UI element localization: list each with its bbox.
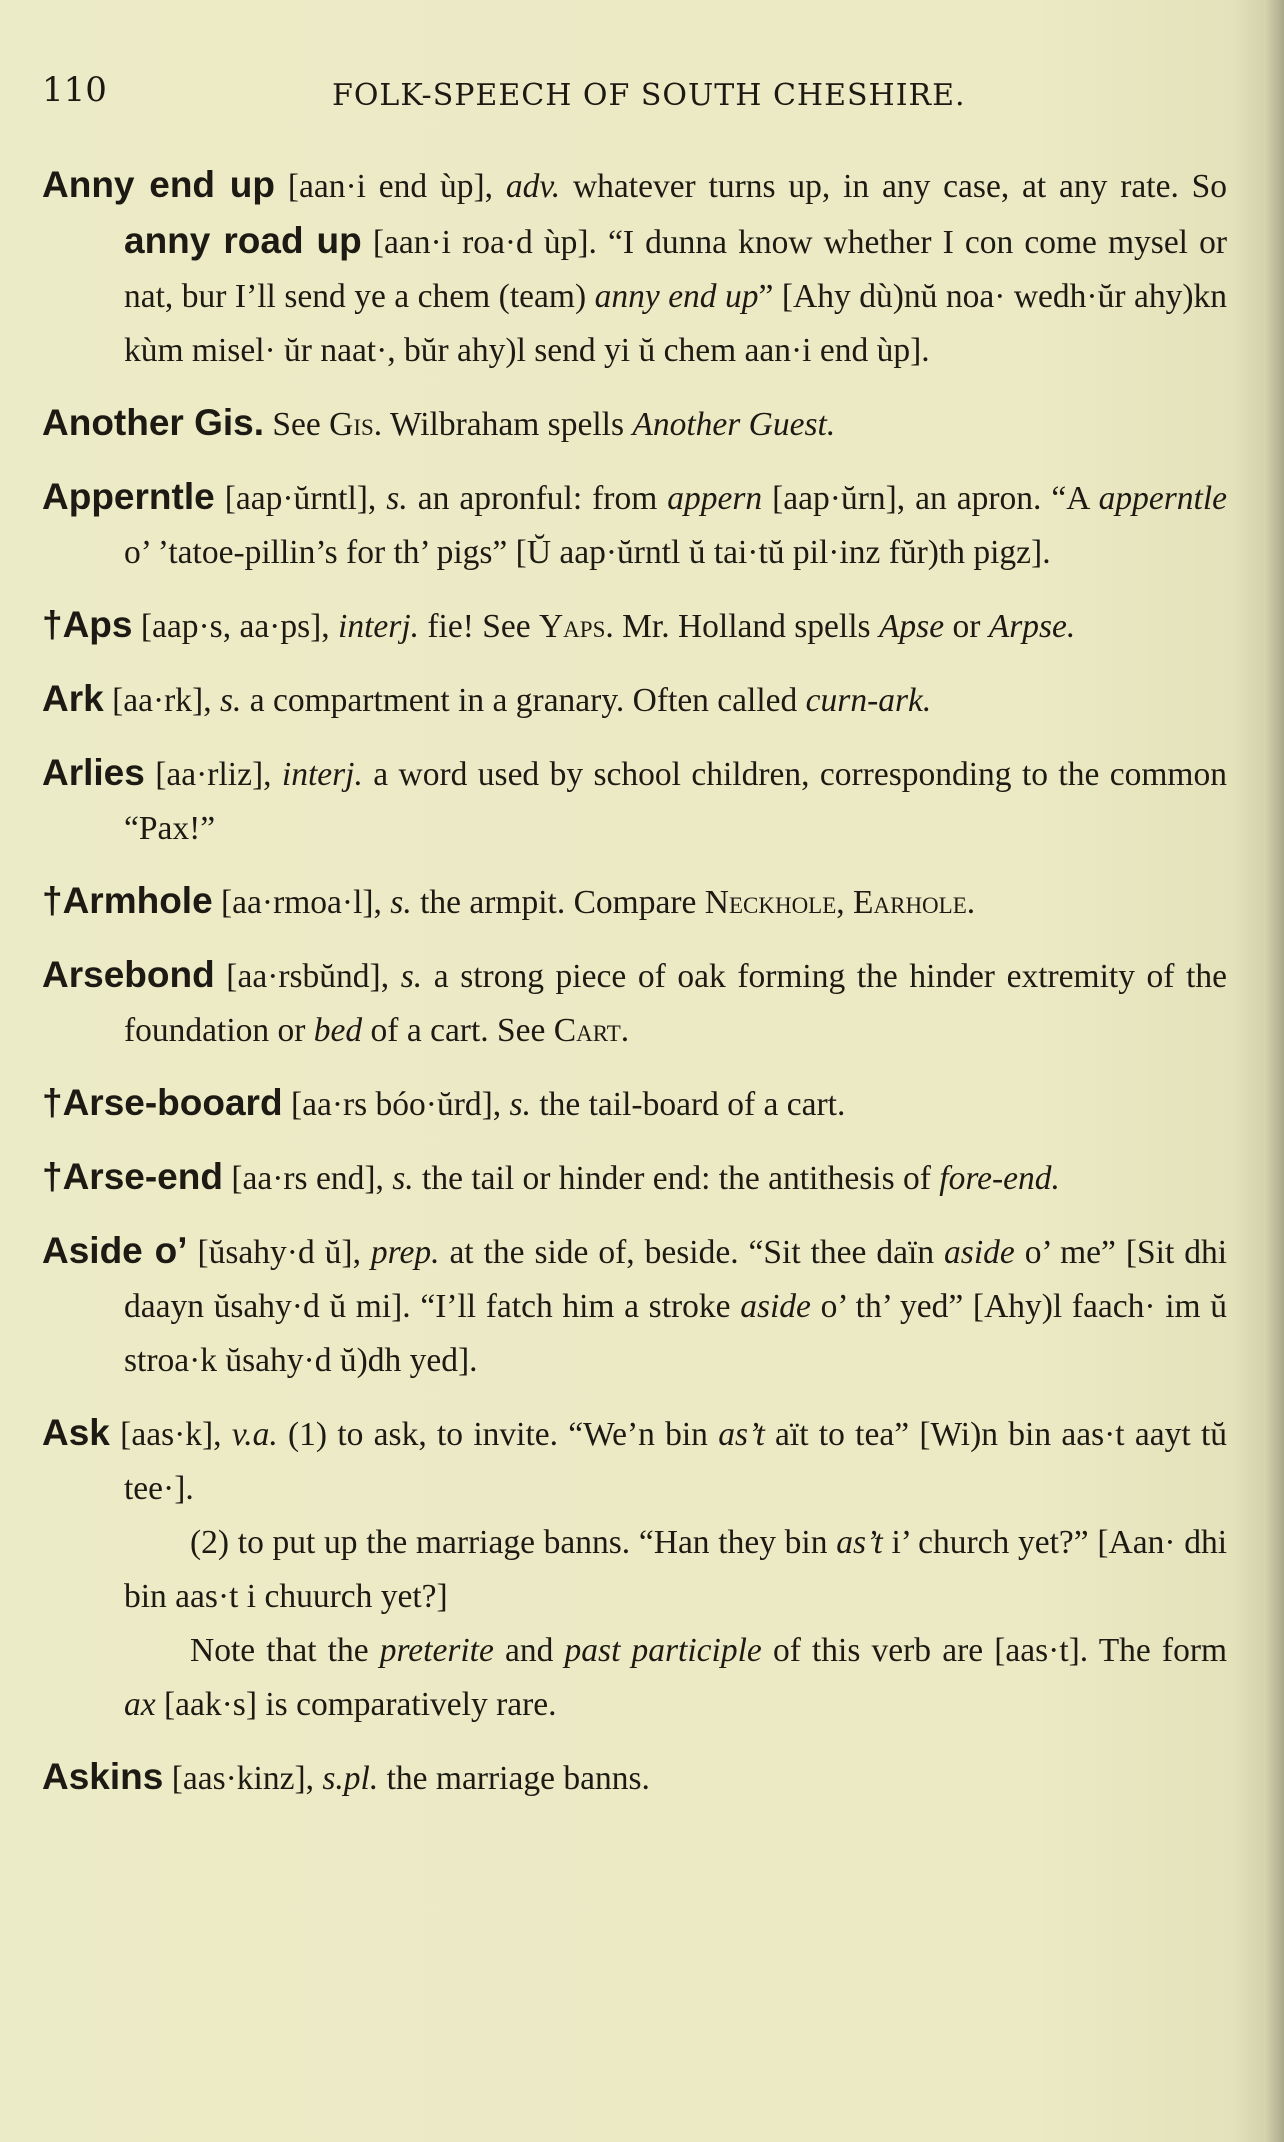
entry-anny-end-up: Anny end up [aan·i end ùp], adv. whatever turns up, in any case, at any rate. So anny road up [aan·i roa·d ùp]. “I dunna know whether I con come mysel or nat, bur I’ll send ye a chem (team) anny end up” [Ahy dù)nŭ noa· wedh·ŭr ahy)kn kùm misel· ŭr naat·, bŭr ahy)l send yi ŭ chem aan·i end ùp]. xyxy=(42,164,1228,369)
part-of-speech: v.a. xyxy=(231,1416,278,1453)
entry-another-gis: Another Gis. See Gis. Wilbraham spells Another Guest. xyxy=(42,402,836,443)
entry-aside-o: Aside o’ [ŭsahy·d ŭ], prep. at the side of, beside. “Sit thee daïn aside o’ me” [Sit dhi daayn ŭsahy·d ŭ mi]. “I’ll fatch him a stroke aside o’ th’ yed” [Ahy)l faach· im ŭ stroa·k ŭsahy·d ŭ)dh yed]. xyxy=(42,1230,1228,1379)
entry-ask: Ask [aas·k], v.a. (1) to ask, to invite. “We’n bin as’t aït to tea” [Wi)n bin aas·t aayt tŭ tee·]. (2) to put up the marriage banns. “Han they bin as’t i’ church yet?” [Aan· dhi bin aas·t i chuurch yet?] Note that the preterite and past participle of this verb are [aas·t]. The form ax [aak·s] is comparatively rare. xyxy=(42,1406,1227,1732)
part-of-speech: s. xyxy=(509,1086,531,1123)
entry-apperntle: Apperntle [aap·ŭrntl], s. an apronful: from appern [aap·ŭrn], an apron. “A apperntle o’ ’tatoe-pillin’s for th’ pigs” [Ŭ aap·ŭrntl ŭ tai·tŭ pil·inz fŭr)th pigz]. xyxy=(42,476,1228,571)
headword: Ask xyxy=(42,1412,110,1453)
part-of-speech: s. xyxy=(392,1160,414,1197)
cross-reference: Neckhole, Earhole. xyxy=(704,884,976,921)
headword: †Arse-booard xyxy=(42,1082,283,1123)
headword: †Arse-end xyxy=(42,1156,223,1197)
entry-arse-end: †Arse-end [aa·rs end], s. the tail or hinder end: the antithesis of fore-end. xyxy=(42,1156,1060,1197)
usage-note: Note that the preterite and past participle of this verb are [aas·t]. The form ax [aak·s] is comparatively rare. xyxy=(124,1632,1228,1723)
headword: Anny end up xyxy=(42,164,275,205)
part-of-speech: s. xyxy=(400,958,423,995)
part-of-speech: interj. xyxy=(281,756,363,793)
entry-aps: †Aps [aap·s, aa·ps], interj. fie! See Yaps. Mr. Holland spells Apse or Arpse. xyxy=(42,604,1076,645)
headword: Askins xyxy=(42,1756,164,1797)
part-of-speech: s. xyxy=(390,884,412,921)
page-edge xyxy=(1264,0,1284,2142)
entry-arlies: Arlies [aa·rliz], interj. a word used by school children, corresponding to the common “Pax!” xyxy=(42,752,1227,847)
headword: Apperntle xyxy=(42,476,215,517)
headword: Arsebond xyxy=(42,954,215,995)
entry-askins: Askins [aas·kinz], s.pl. the marriage banns. xyxy=(42,1756,650,1797)
cross-reference: Cart. xyxy=(553,1012,630,1049)
part-of-speech: s. xyxy=(219,682,242,719)
headword: †Armhole xyxy=(42,880,213,921)
page-header xyxy=(42,70,1222,120)
headword: †Aps xyxy=(42,604,133,645)
part-of-speech: adv. xyxy=(505,168,561,205)
cross-reference: Gis. xyxy=(329,406,383,443)
entry-ark: Ark [aa·rk], s. a compartment in a granary. Often called curn-ark. xyxy=(42,678,932,719)
running-head: FOLK-SPEECH OF SOUTH CHESHIRE. xyxy=(332,78,966,113)
headword-variant: anny road up xyxy=(124,220,362,261)
headword: Arlies xyxy=(42,752,145,793)
part-of-speech: s. xyxy=(386,480,408,517)
sense-2: (2) to put up the marriage banns. “Han they bin as’t i’ church yet?” [Aan· dhi bin aas·t i chuurch yet?] xyxy=(124,1524,1228,1615)
headword: Aside o’ xyxy=(42,1230,188,1271)
part-of-speech: s.pl. xyxy=(322,1760,379,1797)
entry-armhole: †Armhole [aa·rmoa·l], s. the armpit. Compare Neckhole, Earhole. xyxy=(42,880,976,921)
headword: Ark xyxy=(42,678,104,719)
page-number: 110 xyxy=(42,70,107,110)
dictionary-entries xyxy=(42,158,1227,1824)
headword: Another Gis. xyxy=(42,402,265,443)
part-of-speech: prep. xyxy=(370,1234,440,1271)
part-of-speech: interj. xyxy=(338,608,419,645)
cross-reference: Yaps. xyxy=(538,608,614,645)
entry-arse-booard: †Arse-booard [aa·rs bóo·ŭrd], s. the tail-board of a cart. xyxy=(42,1082,846,1123)
entry-arsebond: Arsebond [aa·rsbŭnd], s. a strong piece of oak forming the hinder extremity of the foundation or bed of a cart. See Cart. xyxy=(42,954,1227,1049)
